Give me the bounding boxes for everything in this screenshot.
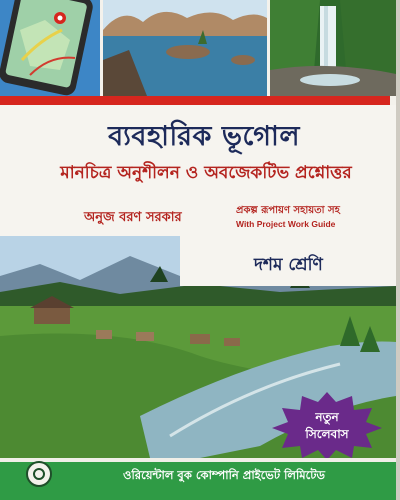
publisher-logo-icon xyxy=(26,461,52,487)
footer-stripe xyxy=(0,458,396,462)
grade-label: দশম শ্রেণি xyxy=(254,255,323,275)
photo-strip xyxy=(0,0,396,96)
badge-line-syllabus: সিলেবাস xyxy=(305,427,349,441)
page-edge xyxy=(396,0,400,500)
badge-line-new: নতুন xyxy=(315,410,339,424)
book-subtitle: মানচিত্র অনুশীলন ও অবজেকটিভ প্রশ্নোত্তর xyxy=(60,163,352,183)
new-syllabus-badge xyxy=(268,390,386,460)
author-name: অনুজ বরণ সরকার xyxy=(84,210,182,225)
project-guide-bengali: প্রকল্প রূপায়ণ সহায়তা সহ xyxy=(236,205,340,216)
project-guide-english: With Project Work Guide xyxy=(236,219,336,229)
gps-phone-photo xyxy=(0,0,100,96)
publisher-name: ওরিয়েন্টাল বুক কোম্পানি প্রাইভেট লিমিটেড xyxy=(123,468,325,482)
book-title: ব্যবহারিক ভূগোল xyxy=(108,121,300,152)
top-red-band xyxy=(0,96,390,105)
publisher-logo-inner xyxy=(33,468,45,480)
lake-rocks-photo xyxy=(103,0,267,96)
waterfall-photo xyxy=(270,0,396,96)
